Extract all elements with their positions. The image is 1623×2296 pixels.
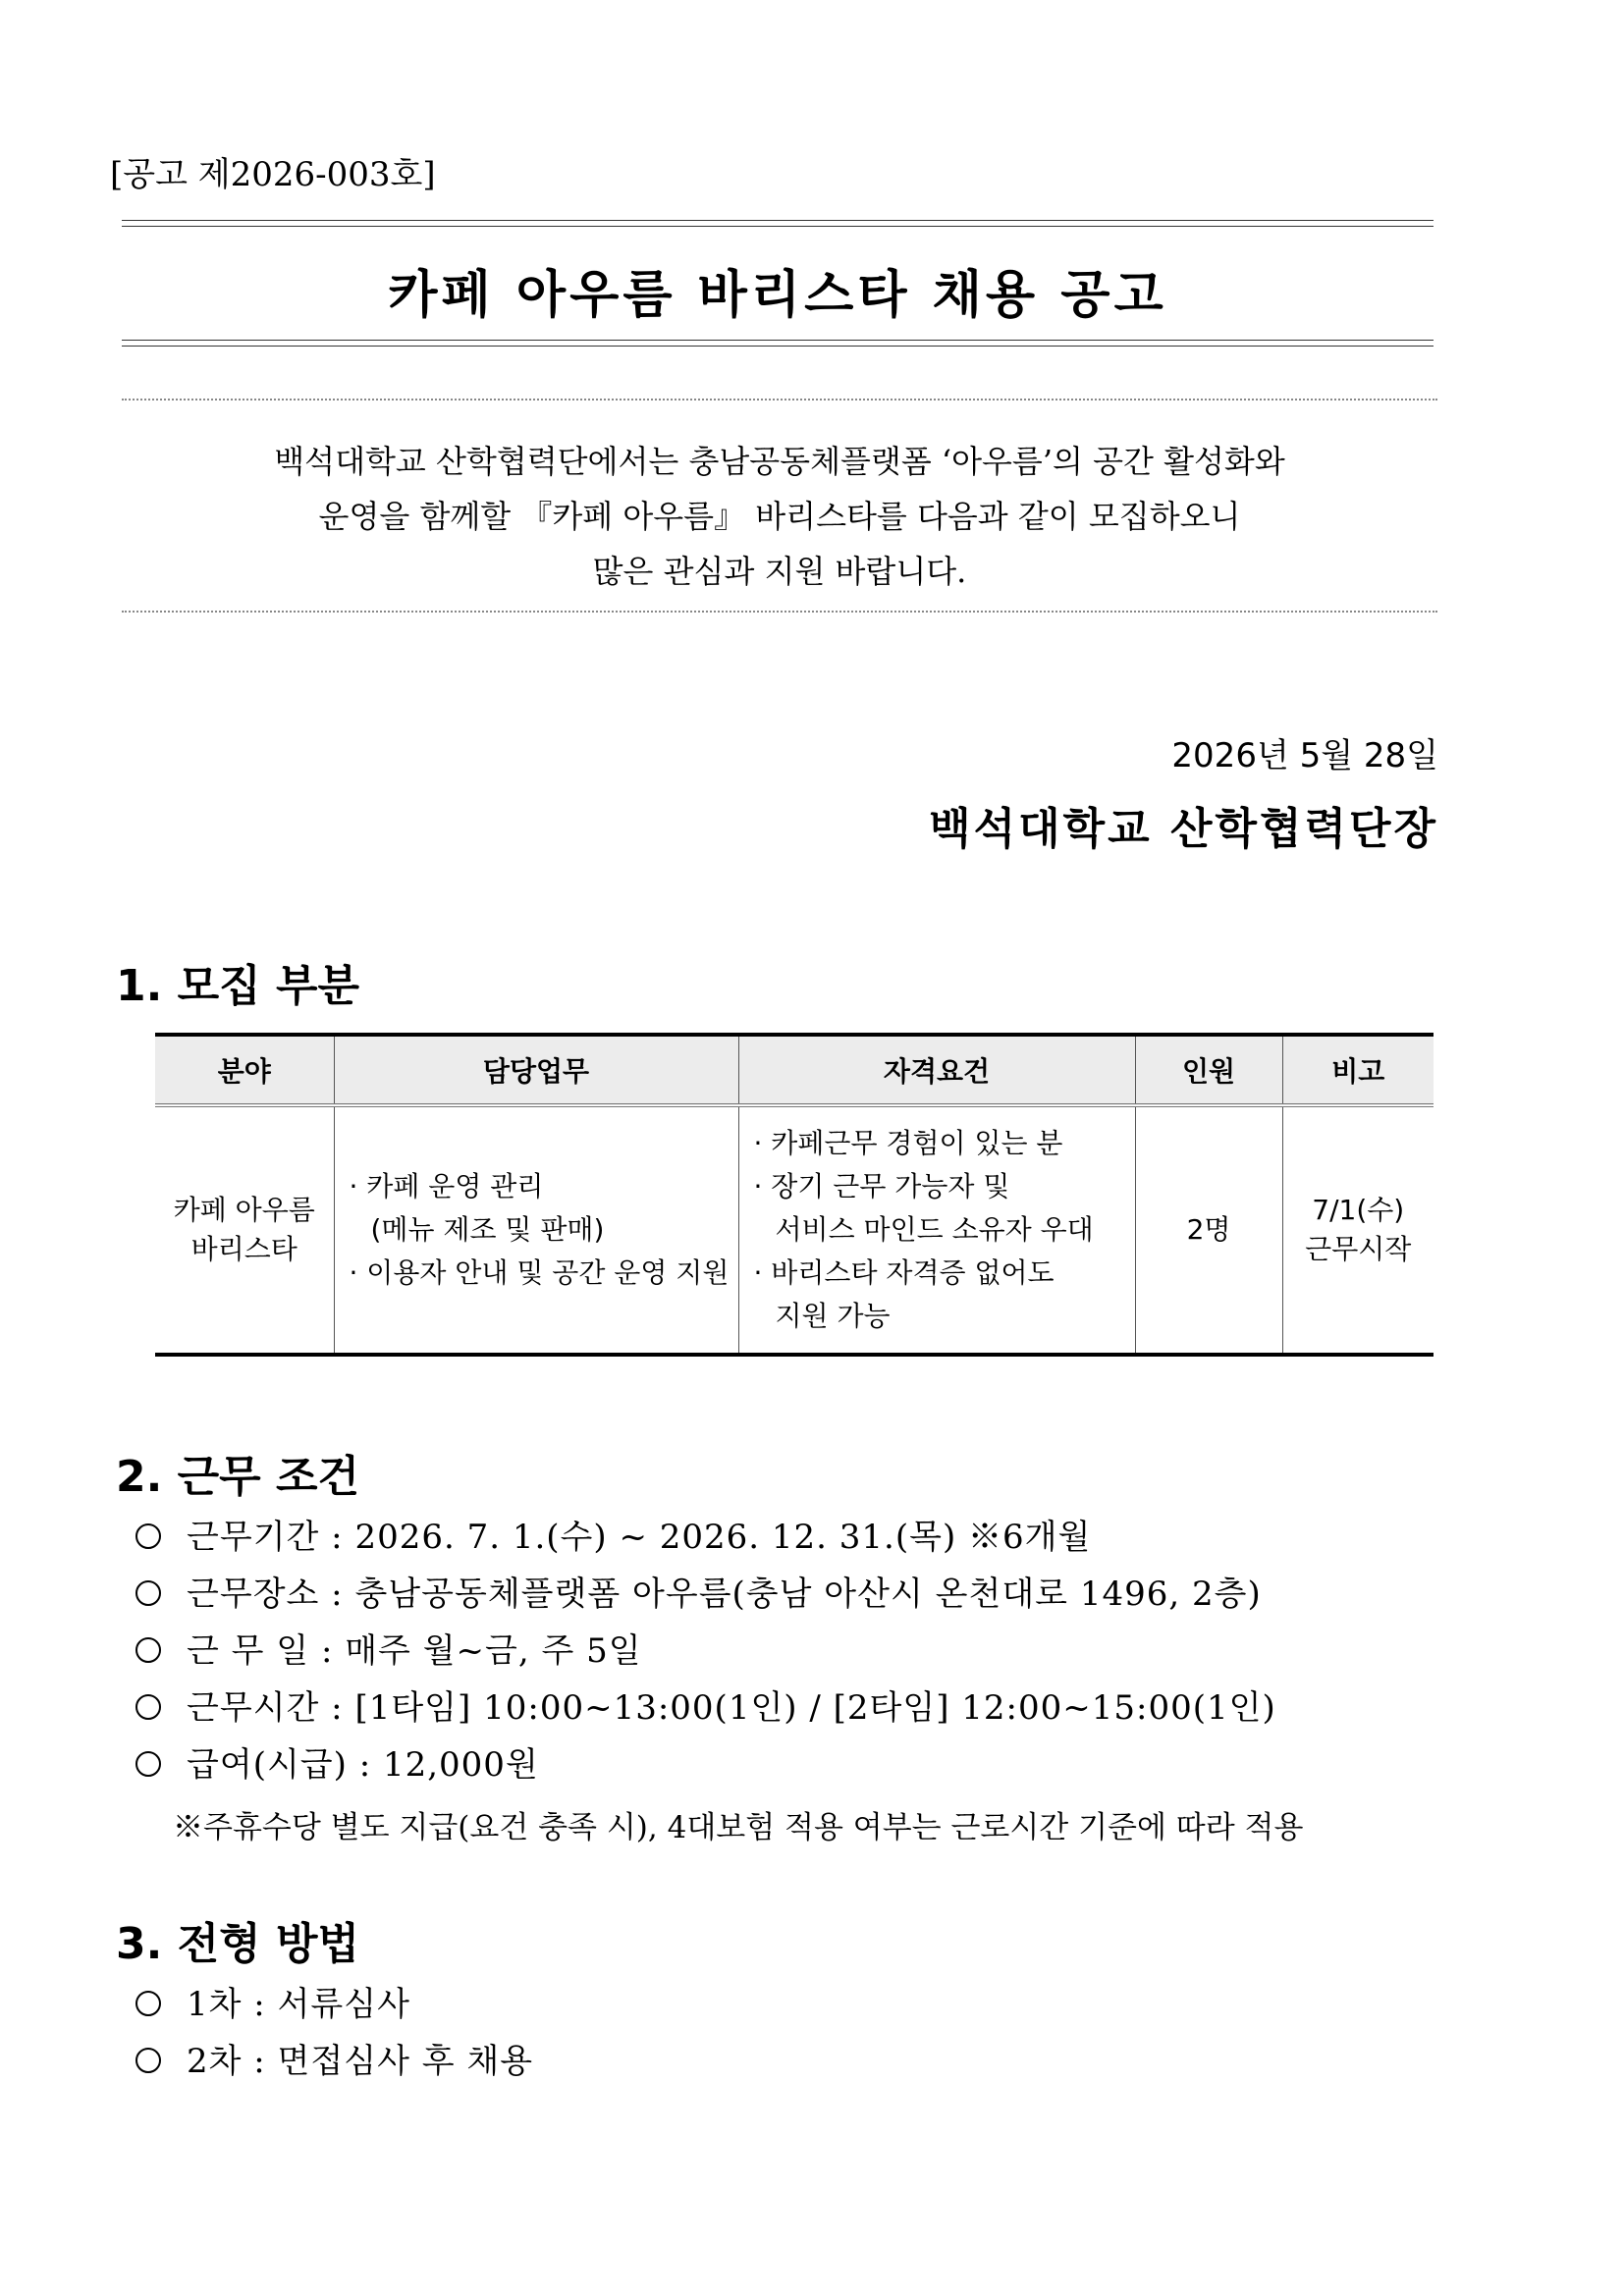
condition-note: ※주휴수당 별도 지급(요건 충족 시), 4대보험 적용 여부는 근로시간 기준에 따라 적용 [173, 1810, 1304, 1845]
condition-item [135, 1624, 642, 1672]
circle-bullet-icon [135, 1580, 161, 1606]
intro-line: 백석대학교 산학협력단에서는 충남공동체플랫폼 ‘아우름’의 공간 활성화와 [274, 443, 1285, 480]
header-field: 분야 [155, 1035, 334, 1105]
condition-text: 근무시간 : [1타임] 10:00~13:00(1인) / [2타임] 12:00~15:00(1인) [187, 1688, 1276, 1728]
recruitment-table [155, 1033, 1434, 1357]
title-bottom-rule [122, 340, 1434, 347]
selection-item [135, 2034, 533, 2082]
announcement-date: 2026년 5월 28일 [1171, 736, 1438, 775]
circle-bullet-icon [135, 1523, 161, 1549]
page-title: 카페 아우름 바리스타 채용 공고 [388, 266, 1167, 325]
remark-line: 근무시작 [1305, 1233, 1412, 1265]
requirement-item: 지원 가능 [775, 1300, 891, 1332]
condition-text: 근무장소 : 충남공동체플랫폼 아우름(충남 아산시 온천대로 1496, 2층) [187, 1575, 1262, 1614]
selection-text: 2차 : 면접심사 후 채용 [187, 2042, 534, 2081]
section3-heading: 3. 전형 방법 [116, 1919, 359, 1969]
intro-text [122, 434, 1437, 599]
circle-bullet-icon [135, 1694, 161, 1720]
header-remarks: 비고 [1282, 1035, 1434, 1105]
field-line: 카페 아우름 [173, 1194, 315, 1226]
requirement-item: · 바리스타 자격증 없어도 [753, 1256, 1055, 1289]
section2-heading: 2. 근무 조건 [116, 1452, 359, 1502]
requirement-item: · 카페근무 경험이 있는 분 [753, 1127, 1063, 1159]
remark-line: 7/1(수) [1312, 1194, 1405, 1226]
cell-duties [334, 1105, 738, 1355]
issuer-name: 백석대학교 산학협력단장 [929, 804, 1438, 854]
duty-item: · 카페 운영 관리 [349, 1170, 544, 1202]
condition-text: 근무기간 : 2026. 7. 1.(수) ~ 2026. 12. 31.(목) ※6개월 [187, 1518, 1092, 1557]
circle-bullet-icon [135, 2048, 161, 2073]
condition-item [135, 1510, 1091, 1558]
header-requirements: 자격요건 [738, 1035, 1135, 1105]
selection-item [135, 1977, 410, 2025]
cell-remarks [1282, 1105, 1434, 1355]
header-duties: 담당업무 [334, 1035, 738, 1105]
requirement-item: · 장기 근무 가능자 및 [753, 1170, 1010, 1202]
header-headcount: 인원 [1135, 1035, 1282, 1105]
table-row [155, 1105, 1434, 1355]
condition-item [135, 1737, 539, 1786]
duty-item: · 이용자 안내 및 공간 운영 지원 [349, 1256, 730, 1289]
table-header-row [155, 1035, 1434, 1105]
requirement-item: 서비스 마인드 소유자 우대 [775, 1213, 1094, 1246]
cell-field [155, 1105, 334, 1355]
circle-bullet-icon [135, 1991, 161, 2016]
duty-item: (메뉴 제조 및 판매) [370, 1213, 605, 1246]
condition-text: 급여(시급) : 12,000원 [187, 1745, 539, 1785]
notice-number: [공고 제2026-003호] [110, 155, 436, 194]
circle-bullet-icon [135, 1637, 161, 1663]
condition-item [135, 1681, 1276, 1729]
section1-heading: 1. 모집 부분 [116, 961, 359, 1011]
intro-line: 운영을 함께할 『카페 아우름』 바리스타를 다음과 같이 모집하오니 [318, 498, 1241, 535]
circle-bullet-icon [135, 1751, 161, 1777]
condition-item [135, 1567, 1262, 1615]
cell-headcount: 2명 [1135, 1105, 1282, 1355]
intro-bottom-divider [122, 611, 1437, 613]
intro-top-divider [122, 399, 1437, 400]
cell-requirements [738, 1105, 1135, 1355]
intro-line: 많은 관심과 지원 바랍니다. [592, 553, 967, 590]
title-top-rule [122, 220, 1434, 227]
selection-text: 1차 : 서류심사 [187, 1985, 410, 2024]
condition-text: 근 무 일 : 매주 월~금, 주 5일 [187, 1631, 642, 1671]
field-line: 바리스타 [190, 1233, 298, 1265]
